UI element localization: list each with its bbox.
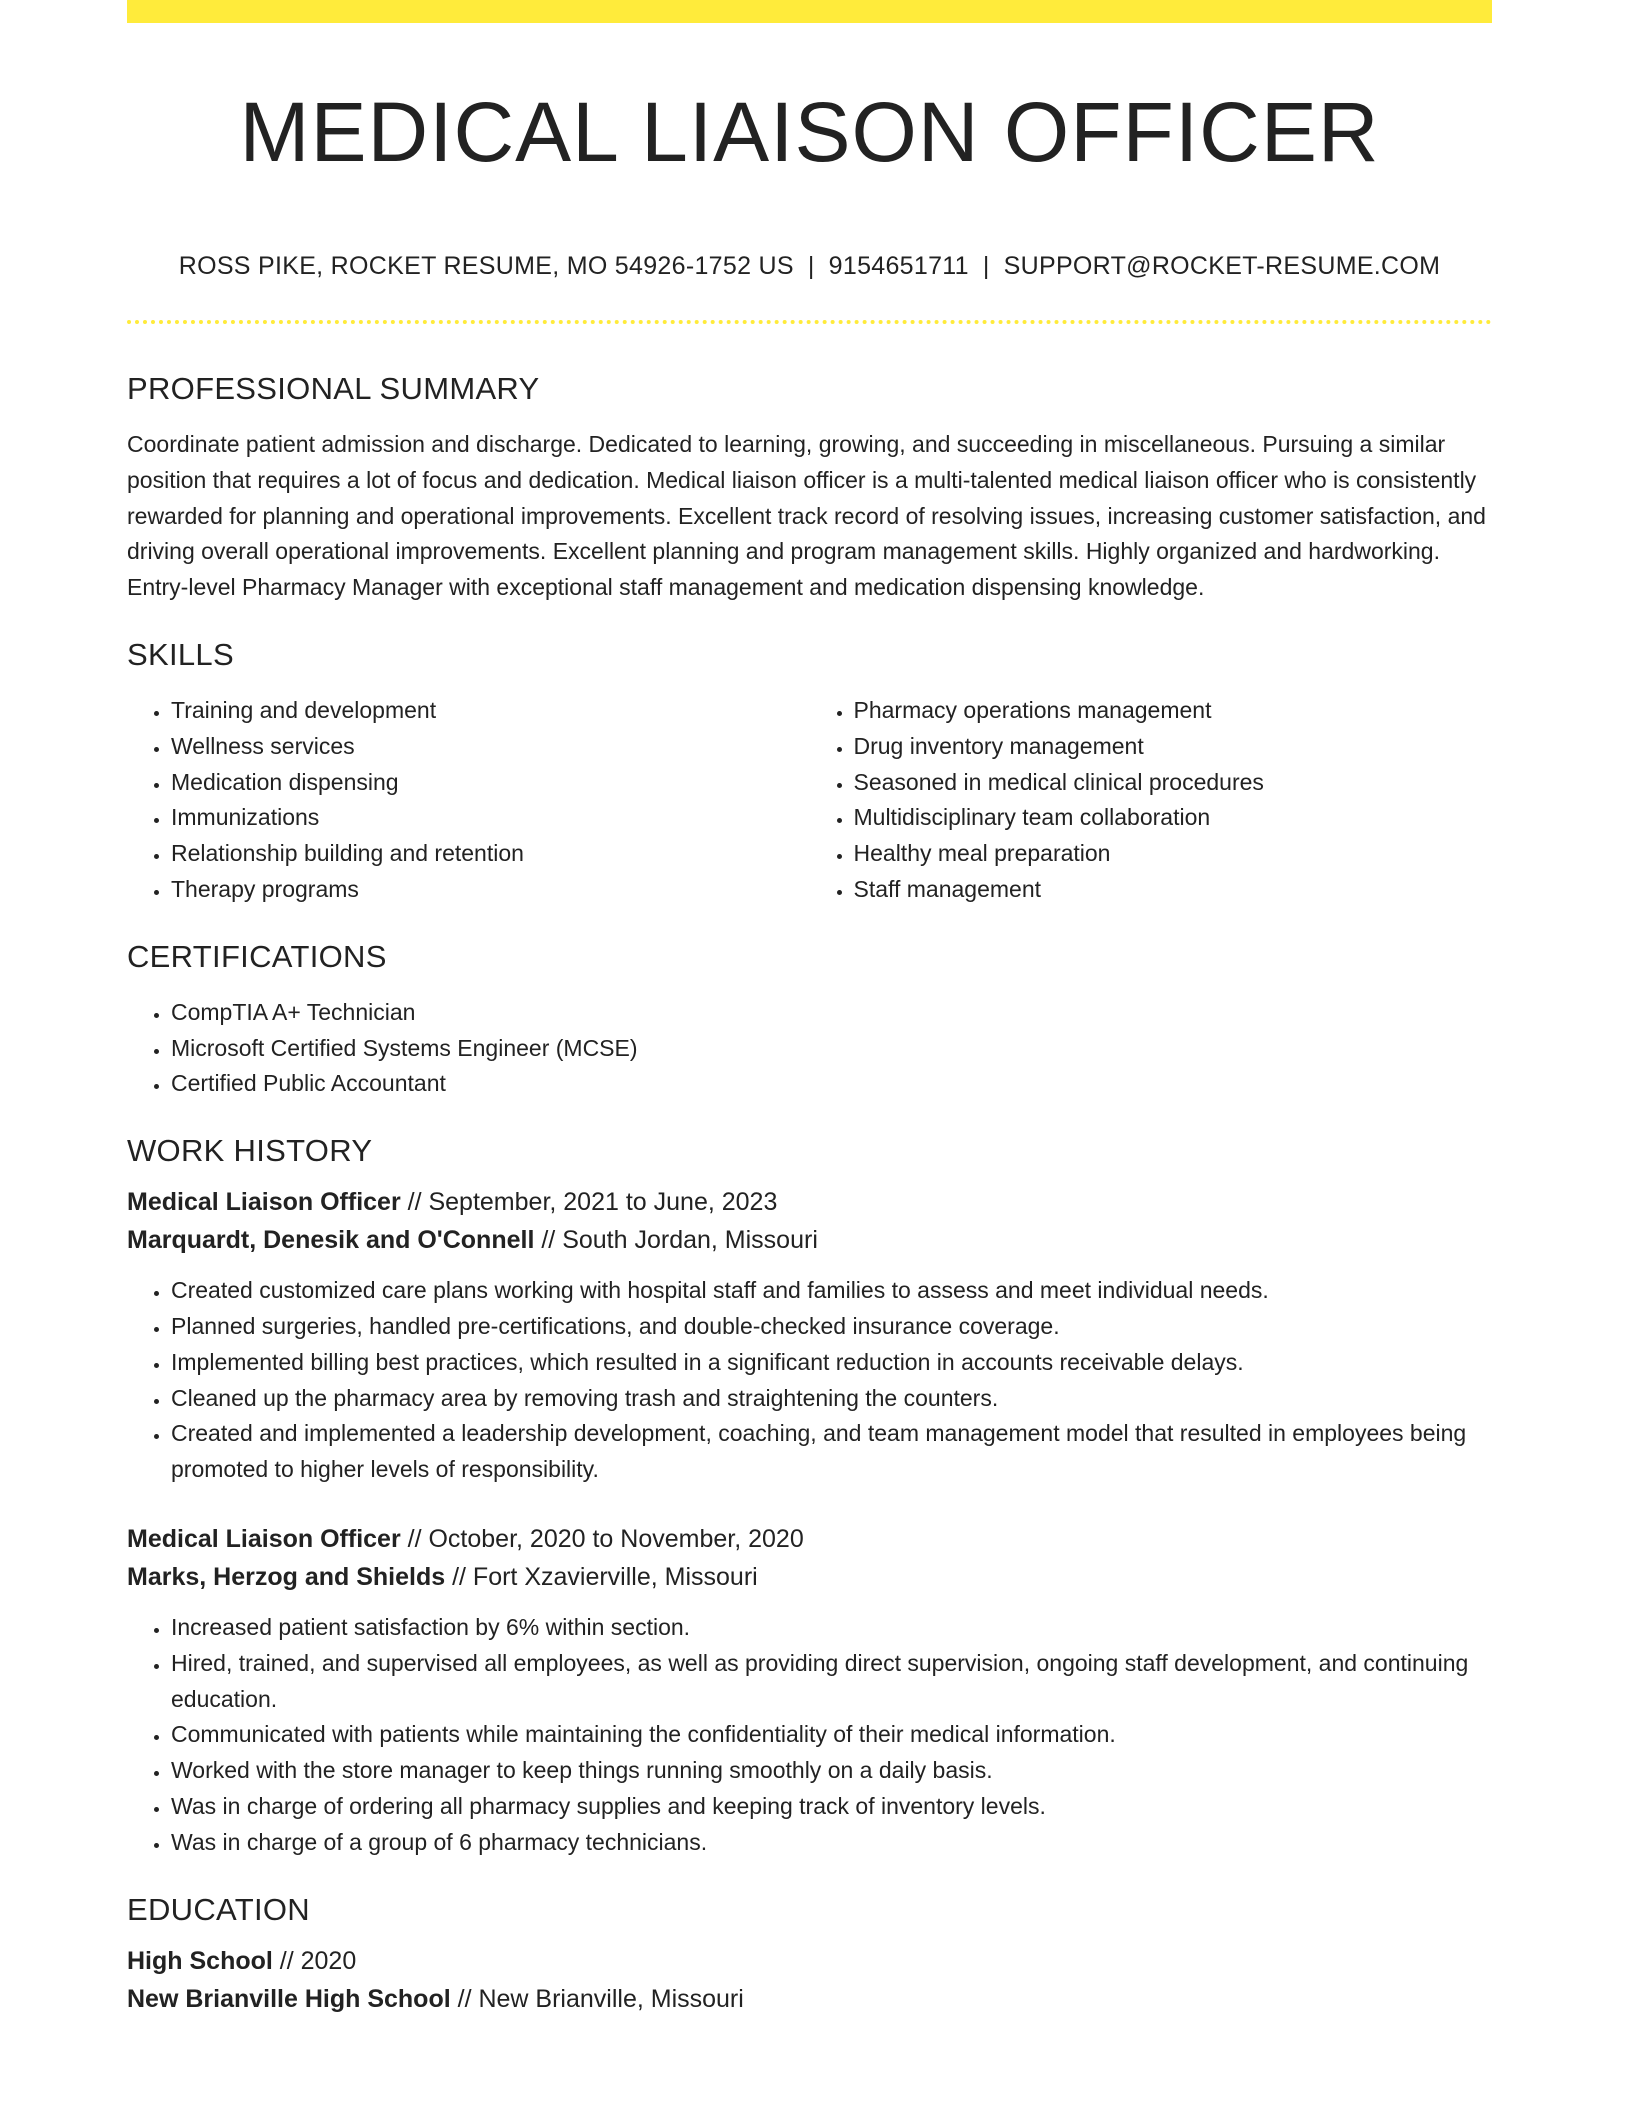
job-bullet: • Planned surgeries, handled pre-certifications, and double-checked insurance coverage. <box>171 1309 1492 1345</box>
contact-address: ROSS PIKE, ROCKET RESUME, MO 54926-1752 US <box>178 252 794 280</box>
job-title: Medical Liaison Officer <box>127 1188 401 1217</box>
education-entry <box>127 1942 1492 2018</box>
education-location: // New Brianville, Missouri <box>457 1984 744 2013</box>
skill-item: • Relationship building and retention <box>171 836 810 872</box>
contact-phone: 9154651711 <box>828 252 969 280</box>
skill-item: • Seasoned in medical clinical procedures <box>854 765 1493 801</box>
job-bullet: • Implemented billing best practices, which resulted in a significant reduction in accounts receivable delays. <box>171 1345 1492 1381</box>
job-bullets <box>127 1273 1492 1488</box>
education-degree-line <box>127 1942 1492 1980</box>
job-company: Marks, Herzog and Shields <box>127 1562 446 1591</box>
certifications-heading: CERTIFICATIONS <box>127 938 387 974</box>
contact-line <box>127 250 1492 282</box>
contact-separator: | <box>807 252 815 280</box>
job-dates: // September, 2021 to June, 2023 <box>407 1188 778 1217</box>
job-location: // Fort Xzavierville, Missouri <box>452 1562 758 1591</box>
resume-title: MEDICAL LIAISON OFFICER <box>239 85 1380 179</box>
skill-item: • Pharmacy operations management <box>854 693 1493 729</box>
skills-columns <box>127 693 1492 908</box>
skills-heading: SKILLS <box>127 636 234 672</box>
accent-bar <box>127 0 1492 23</box>
job-title: Medical Liaison Officer <box>127 1524 401 1553</box>
work-history-heading: WORK HISTORY <box>127 1133 373 1169</box>
certifications-list <box>127 995 1492 1102</box>
certification-item: • CompTIA A+ Technician <box>171 995 1492 1031</box>
education-school: New Brianville High School <box>127 1984 451 2013</box>
certification-item: • Microsoft Certified Systems Engineer (MCSE) <box>171 1031 1492 1067</box>
resume-page <box>127 0 1492 2018</box>
job-bullet: • Created and implemented a leadership development, coaching, and team management model that resulted in employees being promoted to higher levels of responsibility. <box>171 1416 1492 1488</box>
certification-item: • Certified Public Accountant <box>171 1066 1492 1102</box>
job-entry <box>127 1520 1492 1861</box>
education-year: // 2020 <box>279 1946 357 1975</box>
summary-heading: PROFESSIONAL SUMMARY <box>127 371 540 406</box>
job-company: Marquardt, Denesik and O'Connell <box>127 1226 535 1255</box>
skills-list-left <box>127 693 810 908</box>
job-bullet: • Increased patient satisfaction by 6% within section. <box>171 1610 1492 1646</box>
job-dates: // October, 2020 to November, 2020 <box>407 1524 804 1553</box>
job-bullet: • Hired, trained, and supervised all employees, as well as providing direct supervision, ongoing staff development, and continuing education. <box>171 1646 1492 1718</box>
summary-text: Coordinate patient admission and discharge. Dedicated to learning, growing, and succeeding in miscellaneous. Pursuing a similar position that requires a lot of focus and dedication. Medical liaison officer is a multi-talented medical liaison officer who is consistently rewarded for planning and operational improvements. Excellent track record of resolving issues, increasing customer satisfaction, and driving overall operational improvements. Excellent planning and program management skills. Highly organized and hardworking. Entry-level Pharmacy Manager with exceptional staff management and medication dispensing knowledge. <box>127 431 1486 601</box>
education-degree: High School <box>127 1946 273 1975</box>
job-company-line <box>127 1221 1492 1259</box>
job-bullet: • Cleaned up the pharmacy area by removing trash and straightening the counters. <box>171 1381 1492 1417</box>
skill-item: • Training and development <box>171 693 810 729</box>
skill-item: • Immunizations <box>171 800 810 836</box>
skill-item: • Wellness services <box>171 729 810 765</box>
job-company-line <box>127 1558 1492 1596</box>
education-heading: EDUCATION <box>127 1891 310 1927</box>
job-location: // South Jordan, Missouri <box>541 1226 818 1255</box>
dotted-divider <box>127 320 1492 324</box>
skill-item: • Medication dispensing <box>171 765 810 801</box>
contact-separator: | <box>982 252 990 280</box>
job-title-line <box>127 1183 1492 1221</box>
skills-list-right <box>810 693 1493 908</box>
job-bullets <box>127 1610 1492 1861</box>
job-entry <box>127 1183 1492 1488</box>
job-title-line <box>127 1520 1492 1558</box>
job-bullet: • Was in charge of a group of 6 pharmacy technicians. <box>171 1825 1492 1861</box>
skill-item: • Staff management <box>854 872 1493 908</box>
skill-item: • Drug inventory management <box>854 729 1493 765</box>
contact-email: SUPPORT@ROCKET-RESUME.COM <box>1003 252 1441 280</box>
skill-item: • Multidisciplinary team collaboration <box>854 800 1493 836</box>
education-school-line <box>127 1980 1492 2018</box>
skill-item: • Therapy programs <box>171 872 810 908</box>
job-bullet: • Was in charge of ordering all pharmacy supplies and keeping track of inventory levels. <box>171 1789 1492 1825</box>
skill-item: • Healthy meal preparation <box>854 836 1493 872</box>
job-bullet: • Worked with the store manager to keep things running smoothly on a daily basis. <box>171 1753 1492 1789</box>
job-bullet: • Created customized care plans working with hospital staff and families to assess and meet individual needs. <box>171 1273 1492 1309</box>
job-bullet: • Communicated with patients while maintaining the confidentiality of their medical information. <box>171 1717 1492 1753</box>
